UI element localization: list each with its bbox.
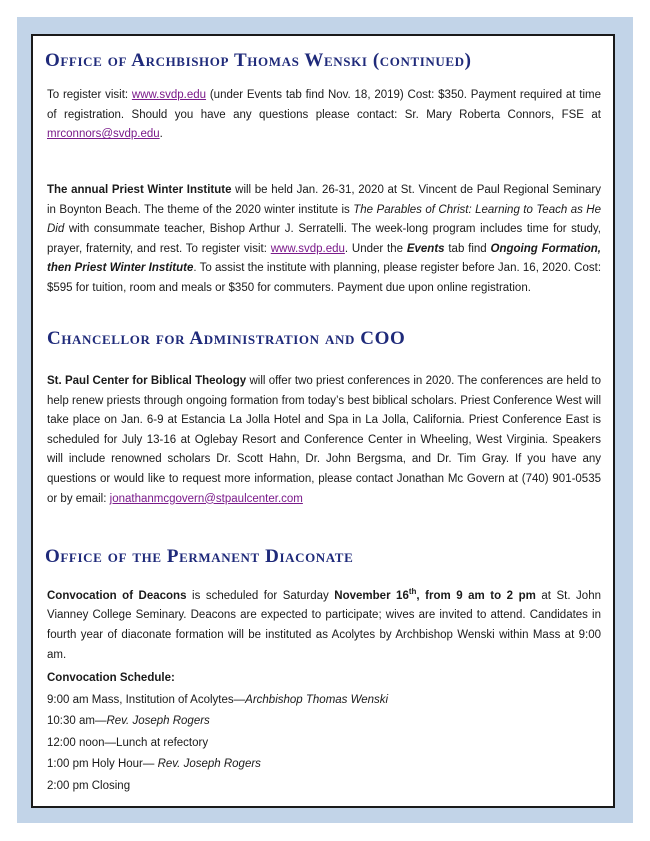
events-tab-label: Events [406, 242, 445, 255]
convocation-paragraph [47, 582, 601, 665]
schedule-item [47, 711, 601, 733]
convocation-text-2: at St. John Vianney College Seminary. Deacons are expected to participate; wives are invited to attend. Candidates in fourth year of diaconate formation will be instituted as Acolytes by Archbishop Wenski within Mass at 9:00 am. [47, 589, 601, 661]
schedule-person: Archbishop Thomas Wenski [245, 693, 389, 706]
schedule-person: Rev. Joseph Rogers [106, 715, 210, 728]
chancellor-heading: Chancellor for Administration and COO [47, 328, 406, 349]
schedule-person: Rev. Joseph Rogers [157, 758, 261, 771]
convocation-time: , from 9 am to 2 pm [416, 589, 536, 602]
schedule-item [47, 733, 601, 755]
schedule-time-text: 12:00 noon—Lunch at refectory [47, 736, 209, 749]
convocation-text-1: is scheduled for Saturday [186, 589, 335, 602]
schedule-time-text: 10:30 am— [47, 715, 107, 728]
schedule-time-text: 1:00 pm Holy Hour— [47, 758, 158, 771]
convocation-schedule [47, 668, 601, 798]
schedule-item [47, 776, 601, 798]
registration-text-end: . [159, 128, 163, 141]
registration-text-2: (under Events tab find Nov. 18, 2019) Cost: $350. Payment required at time of registration. Should you have any questions please contact: Sr. Mary Roberta Connors, FSE at [47, 89, 602, 121]
convocation-date: November 16 [334, 589, 409, 602]
winter-institute-title: The annual Priest Winter Institute [47, 184, 232, 196]
newsletter-page [31, 34, 615, 808]
winter-institute-text-1: will be held Jan. 26-31, 2020 at St. Vincent de Paul Regional Seminary in Boynton Beach. The theme of the 2020 winter institute is [47, 184, 601, 216]
svdp-link[interactable]: www.svdp.edu [131, 89, 207, 101]
winter-institute-theme: The Parables of Christ: Learning to Teach as He Did [47, 203, 601, 236]
date-suffix: th [408, 587, 417, 596]
winter-institute-text-4: tab find [444, 242, 491, 255]
chancellor-paragraph [47, 372, 601, 509]
st-paul-center-name: St. Paul Center for Biblical Theology [47, 375, 247, 387]
jonathan-email-link[interactable]: jonathanmcgovern@stpaulcenter.com [109, 492, 303, 505]
registration-paragraph [47, 86, 601, 145]
chancellor-text: will offer two priest conferences in 2020. The conferences are held to help renew priests through ongoing formation from today’s best biblical scholars. Priest Conference West will take place on Jan. 6-9 at Estancia La Jolla Hotel and Spa in La Jolla, California. Priest Conference East is scheduled for July 13-16 at Oglebay Resort and Conference Center in Wheeling, West Virginia. Speakers will include renowned scholars Dr. Scott Hahn, Dr. John Bergsma, and Dr. Tim Gray. If you have any questions or would like to request more information, please contact Jonathan Mc Govern at (740) 901-0535 or by email: [47, 375, 601, 505]
archbishop-heading: Office of Archbishop Thomas Wenski (continued) [45, 50, 472, 71]
schedule-title: Convocation Schedule: [47, 672, 175, 684]
winter-institute-text-3: . Under the [344, 242, 407, 255]
formation-path-label: Ongoing Formation, then Priest Winter Institute [47, 242, 601, 275]
winter-institute-text-2: with consummate teacher, Bishop Arthur J. Serratelli. The week-long program includes time for study, prayer, fraternity, and rest. To register visit: [47, 223, 601, 255]
schedule-item [47, 754, 601, 776]
svdp-link-2[interactable]: www.svdp.edu [270, 242, 345, 255]
winter-institute-paragraph [47, 181, 601, 299]
convocation-title: Convocation of Deacons [47, 589, 187, 602]
diaconate-heading: Office of the Permanent Diaconate [45, 546, 354, 567]
schedule-time-text: 9:00 am Mass, Institution of Acolytes— [47, 693, 246, 706]
winter-institute-text-5: . To assist the institute with planning, please register before Jan. 16, 2020. Cost: $595 for tuition, room and meals or $350 for commuters. Payment due upon online registration. [47, 262, 602, 294]
schedule-time-text: 2:00 pm Closing [47, 779, 131, 792]
mrconnors-email-link[interactable]: mrconnors@svdp.edu [47, 128, 160, 141]
schedule-item [47, 690, 601, 712]
registration-text: To register visit: [47, 89, 132, 101]
